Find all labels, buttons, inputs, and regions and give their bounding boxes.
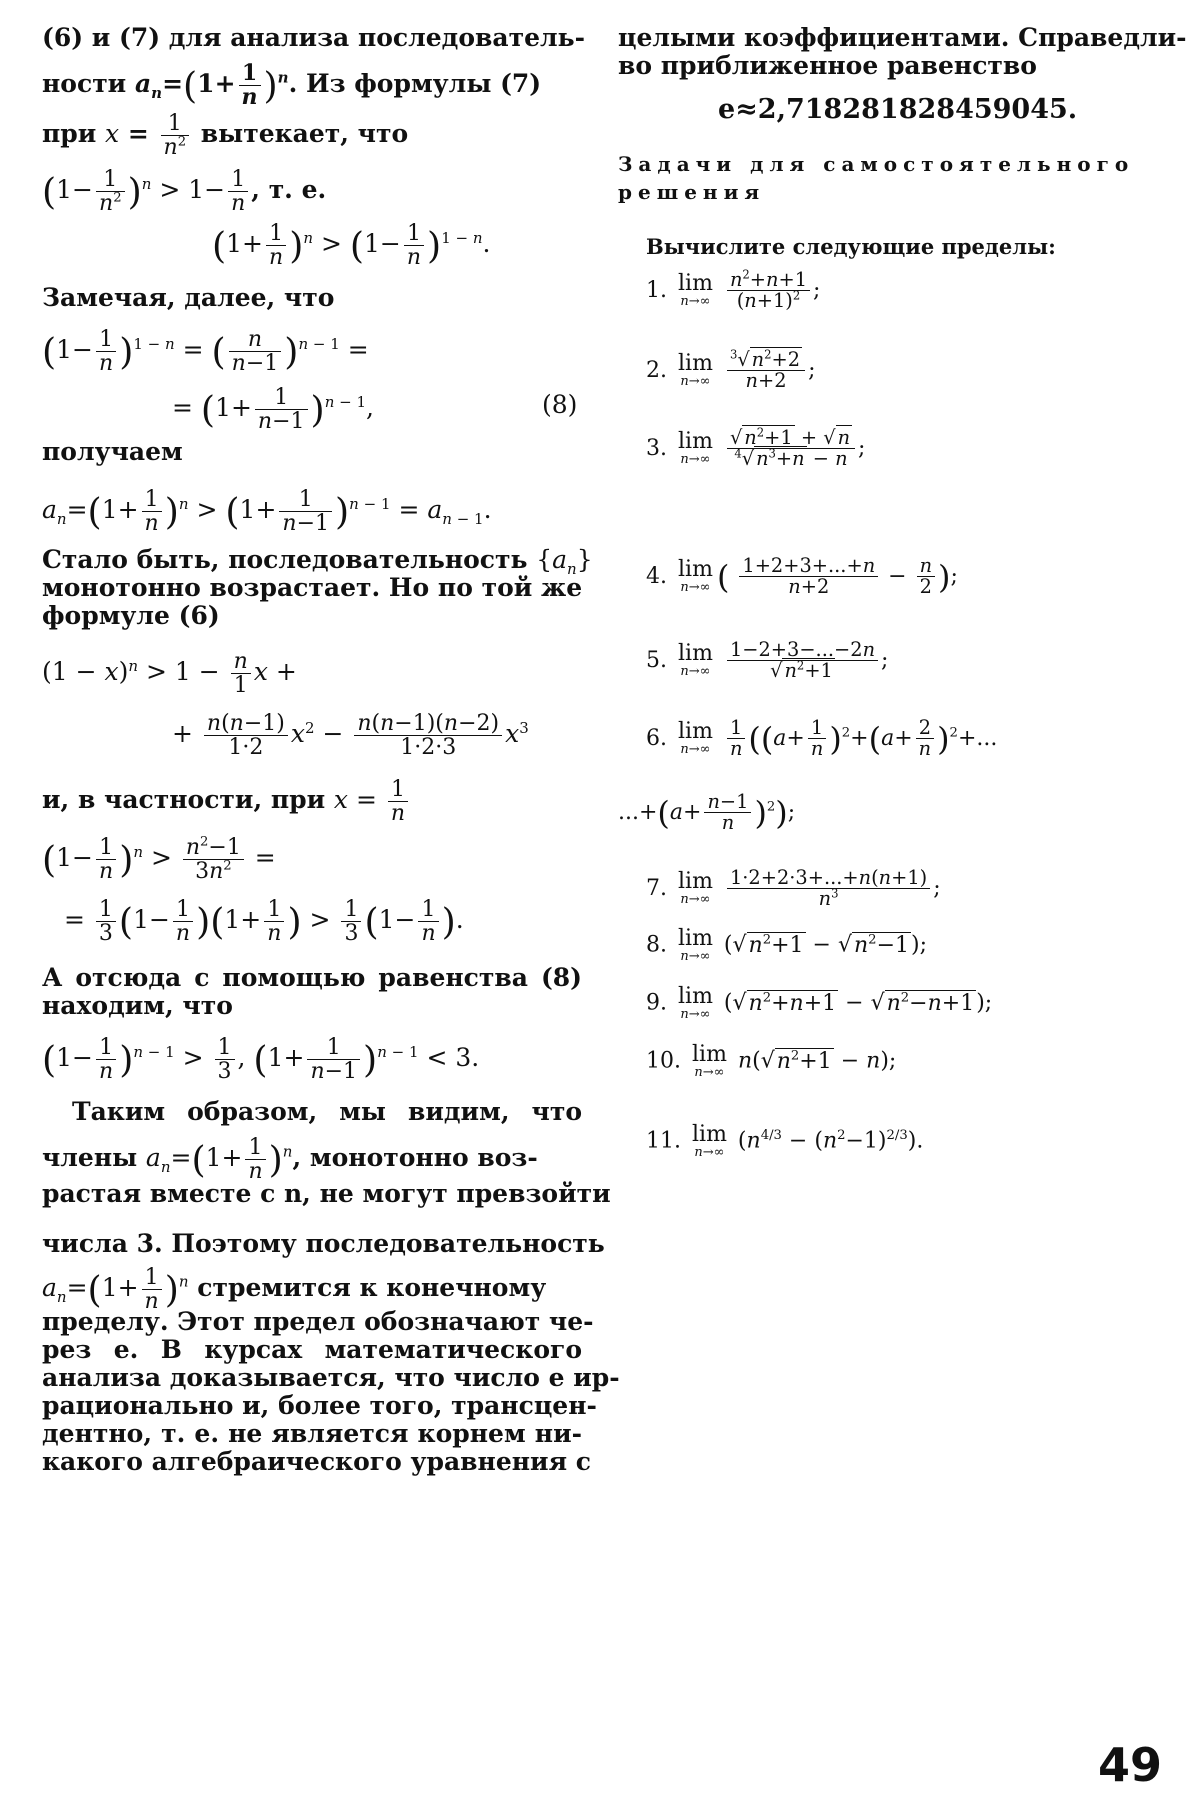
paragraph-line: во приближенное равенство	[618, 51, 1037, 80]
paragraph-line: рез e. В курсах математического	[42, 1335, 582, 1364]
paragraph-line: формуле (6)	[42, 601, 220, 630]
paragraph-line: анализа доказывается, что число e ир-	[42, 1363, 620, 1392]
problem-item: 3. lim n→∞ $\frac{√ n^2+1 + √ n}{^4√ n^3+n - n}$ ;	[646, 425, 866, 471]
paragraph-line: и, в частности, при x = $\frac{1}{n}$	[42, 778, 411, 825]
paragraph-line: числа 3. Поэтому последовательность	[42, 1229, 605, 1258]
paragraph-line: Таким образом, мы видим, что	[72, 1097, 582, 1126]
paragraph-line: Стало быть, последовательность $\{a_n\}$	[42, 545, 593, 578]
paragraph-line: при x = $\frac{1}{n^2}$ вытекает, что	[42, 111, 409, 161]
formula-an: $a_n=(1+$ $\frac{1}{n}$ )$^n$	[134, 60, 289, 111]
problem-item-continuation: ...+(a+ $\frac{n-1}{n}$ )$^2$);	[618, 790, 796, 835]
formula-line: (1− $\frac{1}{n}$ )$^n$ > $\frac{n^2-1}{3n^2}$ =	[42, 834, 276, 885]
paragraph-line: целыми коэффициентами. Справедли-	[618, 23, 1187, 52]
paragraph-line: пределу. Этот предел обозначают че-	[42, 1307, 594, 1336]
formula-line: $a_n=(1+$ $\frac{1}{n}$ )$^n$ > (1+ $\frac{1}{n-1}$ )$^{n - 1} = a_{n - 1}$.	[42, 487, 492, 537]
paragraph-line: растая вместе с n, не могут превзойти	[42, 1179, 611, 1208]
formula-inequality: (1+ $\frac{1}{n}$ )$^n$ > (1− $\frac{1}{n}$ )$^{1 - n}$.	[212, 221, 491, 271]
paragraph-line: ности $a_n=(1+$ $\frac{1}{n}$ )$^n$. Из формулы (7)	[42, 60, 542, 111]
paragraph-line: (6) и (7) для анализа последователь-	[42, 23, 585, 52]
problem-item: 9. lim n→∞ $(√n^2+n+1 - √n^2-n+1)$;	[646, 984, 993, 1022]
paragraph-line: находим, что	[42, 991, 233, 1020]
paragraph-line: Замечая, далее, что	[42, 283, 335, 312]
formula-line: = $\frac{1}{3}$ (1− $\frac{1}{n}$ )(1+ $\frac{1}{n}$ ) > $\frac{1}{3}$ (1− $\frac{1}{n}$ ).	[64, 897, 464, 947]
paragraph-line: монотонно возрастает. Но по той же	[42, 573, 583, 602]
paragraph-line: рационально и, более того, трансцен-	[42, 1391, 597, 1420]
formula-line: + $\frac{n(n-1)}{1\cdot 2}$ $x^2$ − $\frac{n(n-1)(n-2)}{1\cdot 2\cdot 3}$ $x^3$	[172, 711, 529, 761]
formula-line: (1− $\frac{1}{n}$ )$^{n - 1}$ > $\frac{1}{3}$ , (1+ $\frac{1}{n-1}$ )$^{n - 1}$ < 3.	[42, 1035, 480, 1085]
paragraph-line: А отсюда с помощью равенства (8)	[42, 963, 582, 992]
page-number: 49	[1098, 1738, 1163, 1792]
equation-number: (8)	[542, 390, 578, 419]
e-approximation: e≈2,718281828459045.	[718, 94, 1078, 125]
problem-item: 6. lim n→∞ $\frac{1}{n}$ ((a+ $\frac{1}{n}$ )$^2$+(a+ $\frac{2}{n}$ )$^2$+...	[646, 716, 998, 761]
problem-item: 1. lim n→∞ $\frac{n^2+n+1}{(n+1)^2}$ ;	[646, 267, 821, 313]
instruction: Вычислите следующие пределы:	[646, 234, 1056, 259]
problem-item: 2. lim n→∞ $\frac{^3√ n^2+2}{n+2}$ ;	[646, 347, 816, 393]
formula-line: $(1 - x)^n > 1$ − $\frac{n}{1}$ x +	[42, 649, 297, 699]
paragraph-line: $a_n=(1+$ $\frac{1}{n}$ )$^n$ стремится к конечному	[42, 1265, 547, 1315]
formula-line: = (1+ $\frac{1}{n-1}$ )$^{n - 1}$,	[172, 385, 374, 435]
problem-item: 4. lim n→∞ ( $\frac{1+2+3+...+n}{n+2}$ − $\frac{n}{2}$ );	[646, 554, 958, 599]
problem-item: 8. lim n→∞ $(√n^2+1 - √n^2-1)$;	[646, 926, 927, 964]
problem-item: 11. lim n→∞ $(n^{4/3} - (n^2-1)^{2/3})$.	[646, 1122, 924, 1160]
paragraph-line: дентно, т. е. не является корнем ни-	[42, 1419, 582, 1448]
problem-item: 10. lim n→∞ $n(√n^2+1 - n)$;	[646, 1042, 897, 1080]
paragraph-line: какого алгебраического уравнения с	[42, 1447, 591, 1476]
problem-item: 5. lim n→∞ $\frac{1-2+3-...-2n}{√ n^2+1}$ ;	[646, 638, 889, 683]
formula-line: (1− $\frac{1}{n^2}$ )$^n$ > 1− $\frac{1}{n}$ , т. е.	[42, 167, 327, 217]
paragraph-line: члены $a_n=(1+$ $\frac{1}{n}$ )$^n$, монотонно воз-	[42, 1135, 538, 1185]
paragraph-line: получаем	[42, 437, 183, 466]
problem-item: 7. lim n→∞ $\frac{1\cdot 2+2\cdot 3+...+n(n+1)}{n^3}$ ;	[646, 866, 941, 911]
formula-line: (1− $\frac{1}{n}$ )$^{1 - n}$ = ( $\frac{n}{n-1}$ )$^{n - 1}$ =	[42, 327, 369, 377]
section-title: Задачи для самостоятельного решения	[618, 152, 1135, 204]
